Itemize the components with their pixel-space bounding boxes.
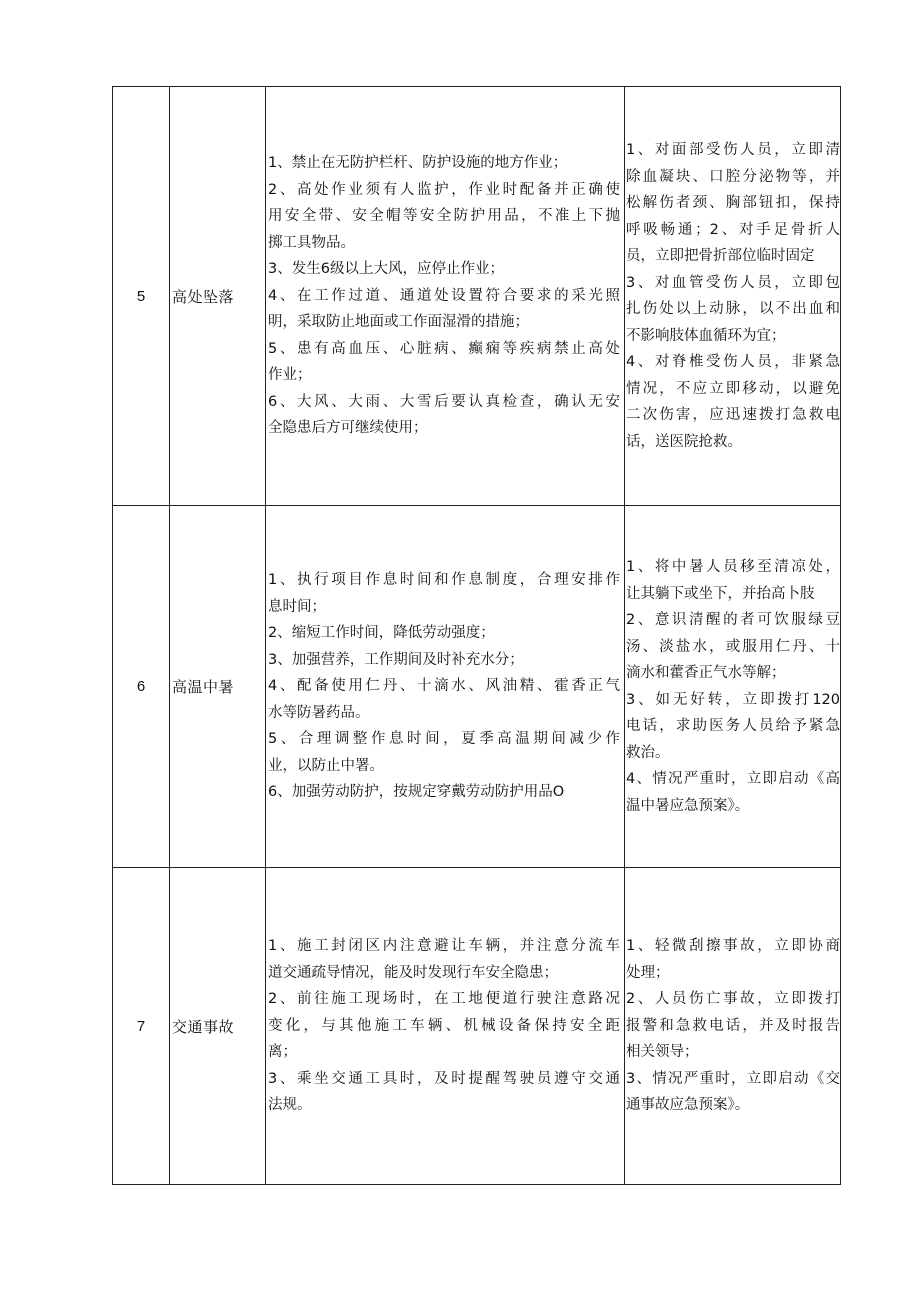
- emergency-response: [625, 87, 841, 506]
- safety-measures-table: [112, 86, 841, 1185]
- text-line: 员，立即把骨折部位临时固定: [626, 248, 815, 264]
- measure-lines: [266, 933, 624, 1119]
- text-line: 相关领导；: [626, 1044, 699, 1061]
- hazard-type: 交通事故: [170, 868, 266, 1185]
- measure-lines: [266, 567, 624, 806]
- text-line: 6、加强劳动防护，按规定穿戴劳动防护用品O: [268, 784, 565, 801]
- text-line: 掷工具物品。: [268, 234, 355, 251]
- text-line: 温中暑应急预案》。: [626, 797, 750, 814]
- text-line: 汤、淡盐水，或服用仁丹、十: [626, 638, 840, 655]
- text-line: 2、高处作业须有人监护，作业时配备并正确使: [268, 181, 620, 198]
- response-lines: [625, 933, 840, 1119]
- text-line: 报警和急救电话，并及时报告: [626, 1017, 840, 1034]
- table-row: [113, 87, 841, 506]
- text-line: 1、禁止在无防护栏杆、防护设施的地方作业；: [268, 155, 568, 172]
- text-line: 明，采取防止地面或工作面湿滑的措施；: [268, 314, 529, 331]
- emergency-response: [625, 506, 841, 868]
- row-number: 5: [113, 87, 170, 506]
- text-line: 除血凝块、口腔分泌物等，并: [626, 168, 840, 185]
- text-line: 3、发生6级以上大风，应停止作业；: [268, 261, 504, 278]
- row-number: 7: [113, 868, 170, 1185]
- text-line: 3、乘坐交通工具时，及时提醒驾驶员遵守交通: [268, 1070, 620, 1087]
- text-line: 2、缩短工作时间，降低劳动强度；: [268, 625, 495, 642]
- text-line: 3、对血管受伤人员，立即包: [626, 274, 840, 291]
- text-line: 1、轻微刮擦事故，立即协商: [626, 938, 840, 955]
- prevention-measures: [266, 87, 625, 506]
- prevention-measures: [266, 506, 625, 868]
- text-line: 1、对面部受伤人员，立即清: [626, 142, 840, 158]
- response-lines: [625, 554, 840, 819]
- hazard-type: 高处坠落: [170, 87, 266, 506]
- text-line: 情况，不应立即移动，以避免: [626, 380, 840, 397]
- text-line: 1、执行项目作息时间和作息制度，合理安排作: [268, 572, 620, 589]
- text-line: 用安全带、安全帽等安全防护用品，不准上下抛: [268, 208, 620, 225]
- text-line: 作业；: [268, 367, 312, 384]
- text-line: 1、施工封闭区内注意避让车辆，并注意分流车: [268, 938, 620, 955]
- hazard-type: 高温中暑: [170, 506, 266, 868]
- text-line: 业，以防止中署。: [268, 757, 384, 774]
- text-line: 3、情况严重时，立即启动《交: [626, 1070, 840, 1087]
- text-line: 让其躺下或坐下，并抬高卜肢: [626, 585, 815, 602]
- text-line: 2、人员伤亡事故，立即拨打: [626, 991, 840, 1008]
- text-line: 处理；: [626, 964, 670, 981]
- text-line: 救治。: [626, 744, 670, 761]
- emergency-response: [625, 868, 841, 1185]
- text-line: 息时间；: [268, 598, 326, 615]
- measure-lines: [266, 150, 624, 442]
- text-line: 法规。: [268, 1097, 312, 1114]
- text-line: 5、合理调整作息时间，夏季高温期间减少作: [268, 731, 620, 748]
- text-line: 6、大风、大雨、大雪后要认真检查，确认无安: [268, 393, 620, 410]
- text-line: 呼吸畅通；2、对手足骨折人: [626, 221, 840, 238]
- text-line: 通事故应急预案》。: [626, 1097, 750, 1114]
- text-line: 4、对脊椎受伤人员，非紧急: [626, 354, 840, 370]
- text-line: 2、前往施工现场时，在工地便道行驶注意路况: [268, 991, 620, 1008]
- text-line: 离；: [268, 1044, 297, 1061]
- text-line: 水等防暑药品。: [268, 704, 370, 721]
- text-line: 3、如无好转，立即拨打120: [626, 691, 840, 708]
- text-line: 不影响肢体血循环为宜；: [626, 327, 786, 344]
- text-line: 松解伤者颈、胸部钮扣，保持: [626, 195, 840, 211]
- text-line: 全隐患后方可继续使用；: [268, 420, 428, 437]
- table-row: [113, 868, 841, 1185]
- response-lines: [625, 137, 840, 455]
- text-line: 4、配备使用仁丹、十滴水、风油精、霍香正气: [268, 678, 620, 695]
- text-line: 2、意识清醒的者可饮服绿豆: [626, 612, 840, 628]
- text-line: 电话，求助医务人员给予紧急: [626, 718, 840, 734]
- text-line: 5、患有高血压、心脏病、癫痫等疾病禁止高处: [268, 340, 620, 357]
- text-line: 扎伤处以上动脉，以不出血和: [626, 301, 840, 317]
- text-line: 3、加强营养，工作期间及时补充水分；: [268, 651, 524, 668]
- text-line: 话，送医院抢救。: [626, 433, 742, 450]
- text-line: 道交通疏导情况，能及时发现行车安全隐患；: [268, 964, 558, 981]
- text-line: 1、将中暑人员移至清凉处，: [626, 559, 840, 575]
- text-line: 二次伤害，应迅速拨打急救电: [626, 407, 840, 423]
- text-line: 滴水和藿香正气水等解；: [626, 665, 786, 681]
- text-line: 变化，与其他施工车辆、机械设备保持安全距: [268, 1017, 620, 1034]
- text-line: 4、情况严重时，立即启动《高: [626, 771, 840, 787]
- prevention-measures: [266, 868, 625, 1185]
- table-row: [113, 506, 841, 868]
- text-line: 4、在工作过道、通道处设置符合要求的采光照: [268, 287, 620, 304]
- row-number: 6: [113, 506, 170, 868]
